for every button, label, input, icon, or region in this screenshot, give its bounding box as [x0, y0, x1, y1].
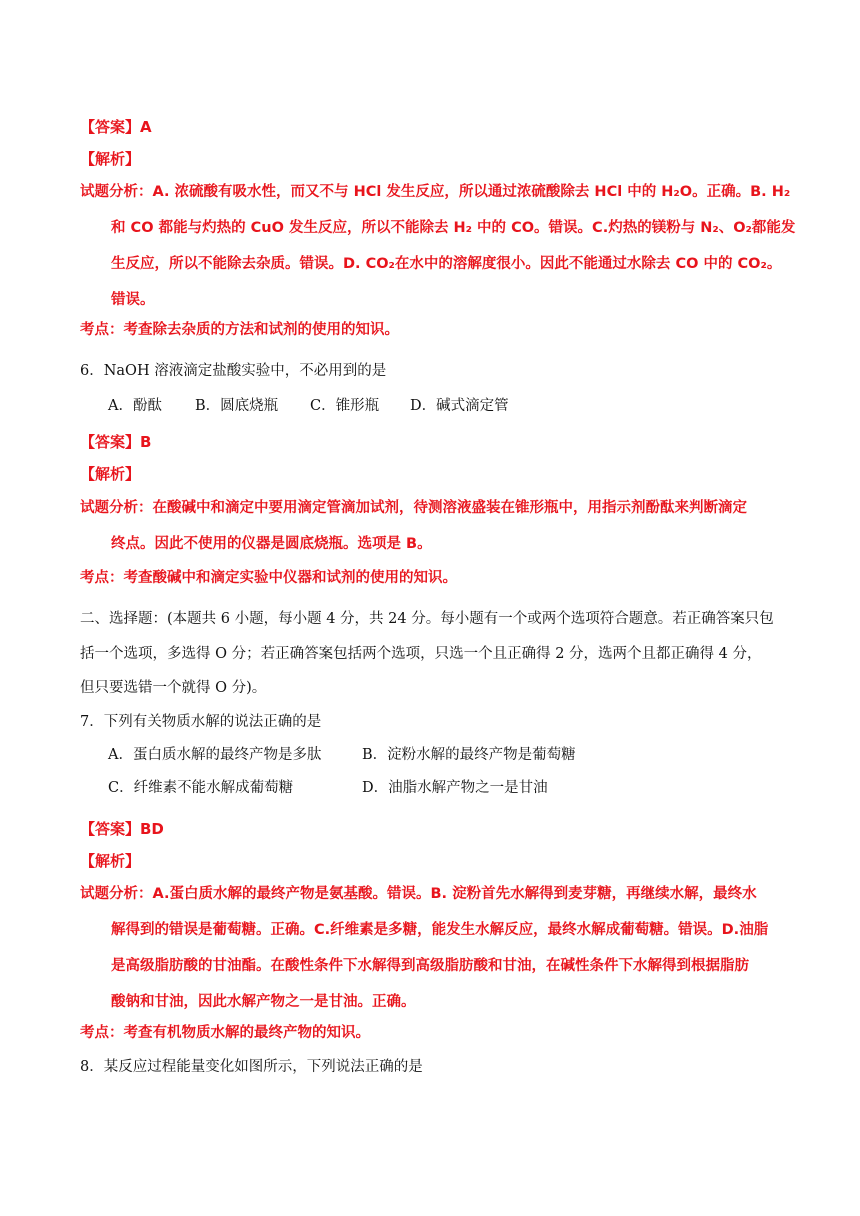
analysis-line: 生反应，所以不能除去杂质。错误。D. CO₂在水中的溶解度很小。因此不能通过水除去 CO 中的 CO₂。	[111, 256, 782, 272]
question-8-stem: 8．某反应过程能量变化如图所示，下列说法正确的是	[80, 1059, 423, 1075]
section-2-line: 但只要选错一个就得 O 分)。	[80, 680, 267, 696]
answer-label: 【答案】BD	[80, 820, 164, 838]
exam-point: 考点：考查有机物质水解的最终产物的知识。	[80, 1025, 370, 1041]
question-7-stem: 7．下列有关物质水解的说法正确的是	[80, 714, 322, 730]
section-2-line: 括一个选项，多选得 O 分；若正确答案包括两个选项，只选一个且正确得 2 分，选两个且都正确得 4 分，	[80, 646, 762, 662]
analysis-line: 试题分析：A. 浓硫酸有吸水性，而又不与 HCl 发生反应，所以通过浓硫酸除去 HCl 中的 H₂O。正确。B. H₂	[80, 184, 791, 200]
analysis-line: 解得到的错误是葡萄糖。正确。C.纤维素是多糖，能发生水解反应，最终水解成葡萄糖。错误。D.油脂	[111, 922, 769, 938]
exam-point: 考点：考查除去杂质的方法和试剂的使用的知识。	[80, 322, 399, 338]
analysis-text	[80, 490, 800, 562]
analysis-line: 终点。因此不使用的仪器是圆底烧瓶。选项是 B。	[111, 536, 432, 552]
analysis-line: 错误。	[111, 292, 155, 308]
section-2-line: 二、选择题：(本题共 6 小题，每小题 4 分，共 24 分。每小题有一个或两个选项符合题意。若正确答案只包	[80, 611, 774, 627]
analysis-label: 【解析】	[80, 150, 141, 168]
analysis-label: 【解析】	[80, 465, 141, 483]
question-7-option-c: C．纤维素不能水解成葡萄糖	[108, 780, 294, 796]
analysis-line: 酸钠和甘油，因此水解产物之一是甘油。正确。	[111, 994, 416, 1010]
analysis-text	[80, 174, 800, 318]
question-7-option-d: D．油脂水解产物之一是甘油	[362, 780, 548, 796]
analysis-line: 是高级脂肪酸的甘油酯。在酸性条件下水解得到高级脂肪酸和甘油，在碱性条件下水解得到根据脂肪	[111, 958, 749, 974]
question-7-option-b: B．淀粉水解的最终产物是葡萄糖	[362, 747, 576, 763]
question-6-option-a: A．酚酞	[108, 398, 162, 414]
answer-label: 【答案】A	[80, 118, 152, 136]
analysis-line: 和 CO 都能与灼热的 CuO 发生反应，所以不能除去 H₂ 中的 CO。错误。C.灼热的镁粉与 N₂、O₂都能发	[111, 220, 796, 236]
analysis-label: 【解析】	[80, 852, 141, 870]
question-7-option-a: A．蛋白质水解的最终产物是多肽	[108, 747, 322, 763]
analysis-line: 试题分析：在酸碱中和滴定中要用滴定管滴加试剂，待测溶液盛装在锥形瓶中，用指示剂酚酞来判断滴定	[80, 500, 747, 516]
analysis-line: 试题分析：A.蛋白质水解的最终产物是氨基酸。错误。B. 淀粉首先水解得到麦芽糖，再继续水解，最终水	[80, 886, 757, 902]
question-6-option-b: B．圆底烧瓶	[195, 398, 279, 414]
question-6-option-c: C．锥形瓶	[310, 398, 380, 414]
question-6-option-d: D．碱式滴定管	[410, 398, 509, 414]
answer-label: 【答案】B	[80, 433, 152, 451]
exam-point: 考点：考查酸碱中和滴定实验中仪器和试剂的使用的知识。	[80, 570, 457, 586]
question-6-stem: 6．NaOH 溶液滴定盐酸实验中，不必用到的是	[80, 363, 387, 379]
analysis-text	[80, 876, 800, 1020]
